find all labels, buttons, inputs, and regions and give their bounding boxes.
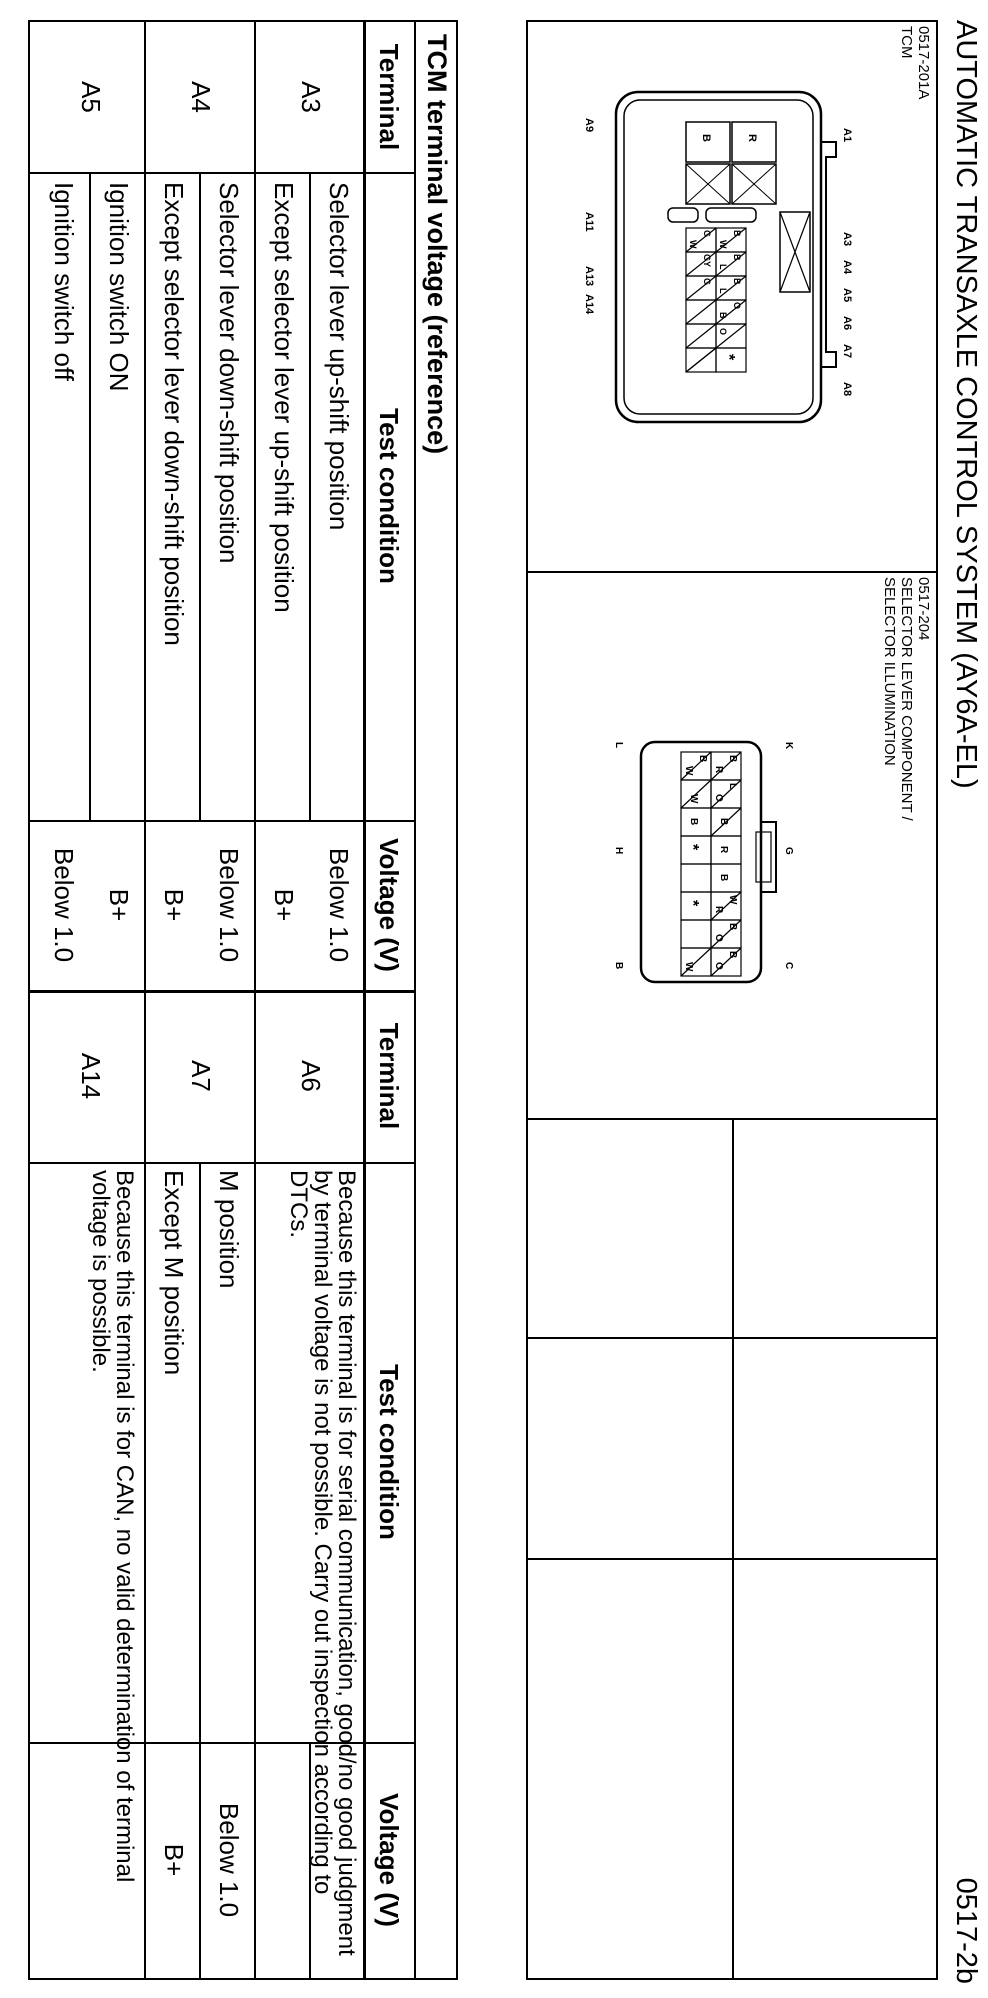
wire-color-label: B xyxy=(727,923,738,931)
wire-color-label: B xyxy=(718,818,729,826)
test-condition: Except M position xyxy=(159,1170,189,1376)
pin-label: A9 xyxy=(583,118,595,133)
table-title: TCM terminal voltage (reference) xyxy=(422,34,452,455)
voltage-value: Below 1.0 xyxy=(324,847,354,963)
wire-color-label: O xyxy=(732,302,742,310)
wire-color-label: W xyxy=(718,240,728,249)
test-condition: Except selector lever down-shift position xyxy=(159,182,189,646)
table-rule xyxy=(364,22,367,1978)
pin-label: A1 xyxy=(841,128,853,143)
voltage-value: Below 1.0 xyxy=(214,847,244,963)
test-condition: Because this terminal is for CAN, no valid determination of terminal voltage is possible. xyxy=(87,1170,138,1883)
terminal-a5: A5 xyxy=(76,81,106,113)
header-test-condition: Test condition xyxy=(374,1364,404,1540)
pin-label: A5 xyxy=(841,288,853,303)
wire-color-label: R xyxy=(713,906,724,914)
wire-color-label: * xyxy=(684,900,701,907)
header-voltage: Voltage (V) xyxy=(374,1793,404,1927)
wire-color-label: B xyxy=(732,230,742,237)
wire-color-label: L xyxy=(718,288,728,294)
wire-color-label: W xyxy=(683,962,694,972)
voltage-value: B+ xyxy=(159,888,189,922)
test-condition: Except selector lever up-shift position xyxy=(269,182,299,613)
pin-label: H xyxy=(613,847,624,855)
wire-color-label: R xyxy=(746,134,758,142)
wire-color-label: B xyxy=(697,755,708,763)
table-rule xyxy=(200,172,202,820)
table-rule xyxy=(90,172,92,820)
test-condition: Selector lever down-shift position xyxy=(214,182,244,564)
wire-color-label: G xyxy=(702,230,712,238)
voltage-value: Below 1.0 xyxy=(214,1802,244,1918)
pin-label: A7 xyxy=(841,344,853,359)
connector-outline xyxy=(641,742,761,982)
test-condition: Because this terminal is for serial communication, good/no good judgment by terminal voltage is not possible. Carry out inspection according to DTCs. xyxy=(285,1170,360,1956)
terminal-a3: A3 xyxy=(296,81,326,113)
table-rule xyxy=(200,1162,202,1978)
wire-color-label: * xyxy=(720,354,737,361)
connector-divider xyxy=(732,1118,734,1978)
tcm-connector-diagram xyxy=(556,62,866,522)
table-rule xyxy=(30,172,416,174)
pin-label: L xyxy=(613,742,624,749)
wire-color-label: G xyxy=(702,278,712,286)
tcm-terminal-voltage-table xyxy=(28,20,458,1980)
table-rule xyxy=(144,22,146,1978)
table-rule xyxy=(30,1162,416,1164)
connector-divider xyxy=(528,571,936,573)
terminal-a14: A14 xyxy=(76,1052,106,1100)
pin-label: A8 xyxy=(841,382,853,397)
wire-color-label: * xyxy=(684,844,701,851)
connector-code: 0517-201A xyxy=(915,26,932,100)
wire-color-label: O xyxy=(718,328,728,336)
connector-inner-outline xyxy=(624,100,813,414)
wire-color-label: W xyxy=(727,895,738,905)
wire-color-label: GY xyxy=(702,254,712,268)
selector-connector-diagram xyxy=(586,722,816,1022)
wire-color-label: B xyxy=(718,312,728,319)
header-terminal: Terminal xyxy=(374,1022,404,1130)
test-condition: Selector lever up-shift position xyxy=(324,182,354,531)
voltage-value: B+ xyxy=(159,1843,189,1877)
pin-label: K xyxy=(783,742,794,750)
table-rule xyxy=(414,22,416,1978)
terminal-a7: A7 xyxy=(186,1060,216,1092)
header-terminal: Terminal xyxy=(374,43,404,151)
wire-color-label: B xyxy=(718,874,729,882)
pin-label: A11 xyxy=(583,212,595,232)
wire-color-label: B xyxy=(688,818,699,826)
table-rule xyxy=(310,172,312,820)
tcm-connector-code xyxy=(898,26,932,99)
test-condition: Ignition switch ON xyxy=(104,182,134,392)
voltage-value: B+ xyxy=(269,888,299,922)
connector-name: SELECTOR LEVER COMPONENT / xyxy=(898,577,915,821)
pin-label: A13 xyxy=(583,266,595,287)
pin-label: B xyxy=(613,962,624,970)
wire-color-label: B xyxy=(732,278,742,285)
voltage-value: Below 1.0 xyxy=(49,847,79,963)
connector-code: 0517-204 xyxy=(915,577,932,641)
table-rule xyxy=(254,22,256,1978)
wire-color-label: B xyxy=(700,134,712,142)
terminal-a6: A6 xyxy=(296,1060,326,1092)
wire-color-label: R xyxy=(713,766,724,774)
pin-label: G xyxy=(783,847,794,855)
connector-name: SELECTOR ILLUMINATION xyxy=(881,577,898,766)
wire-color-label: W xyxy=(683,766,694,776)
wire-color-label: L xyxy=(718,264,728,270)
page-number: 0517-2b xyxy=(950,1877,982,1984)
page-title: AUTOMATIC TRANSAXLE CONTROL SYSTEM (AY6A-EL) xyxy=(950,20,982,789)
wire-color-label: L xyxy=(727,783,738,790)
pin-label: C xyxy=(783,962,794,970)
wire-color-label: B xyxy=(727,951,738,959)
terminal-a4: A4 xyxy=(186,81,216,113)
wire-color-label: O xyxy=(713,934,724,942)
connector-name: TCM xyxy=(898,26,915,59)
wire-color-label: W xyxy=(688,240,698,249)
test-condition: Ignition switch off xyxy=(49,182,79,381)
wire-color-label: O xyxy=(713,962,724,970)
wire-color-label: B xyxy=(732,254,742,261)
pin-label: A4 xyxy=(841,260,853,275)
pin-label: A6 xyxy=(841,316,853,331)
pin-label: A3 xyxy=(841,232,853,247)
test-condition: M position xyxy=(214,1170,244,1289)
wire-color-label: O xyxy=(713,794,724,802)
wire-color-label: R xyxy=(718,846,729,854)
pin-label: A14 xyxy=(583,294,595,315)
wire-color-label: B xyxy=(727,755,738,763)
header-voltage: Voltage (V) xyxy=(374,838,404,972)
header-test-condition: Test condition xyxy=(374,408,404,584)
connector-panel xyxy=(526,20,938,1980)
voltage-value: B+ xyxy=(104,888,134,922)
connector-latch xyxy=(821,142,836,367)
selector-connector-code xyxy=(881,577,932,821)
wire-color-label: W xyxy=(688,794,699,804)
